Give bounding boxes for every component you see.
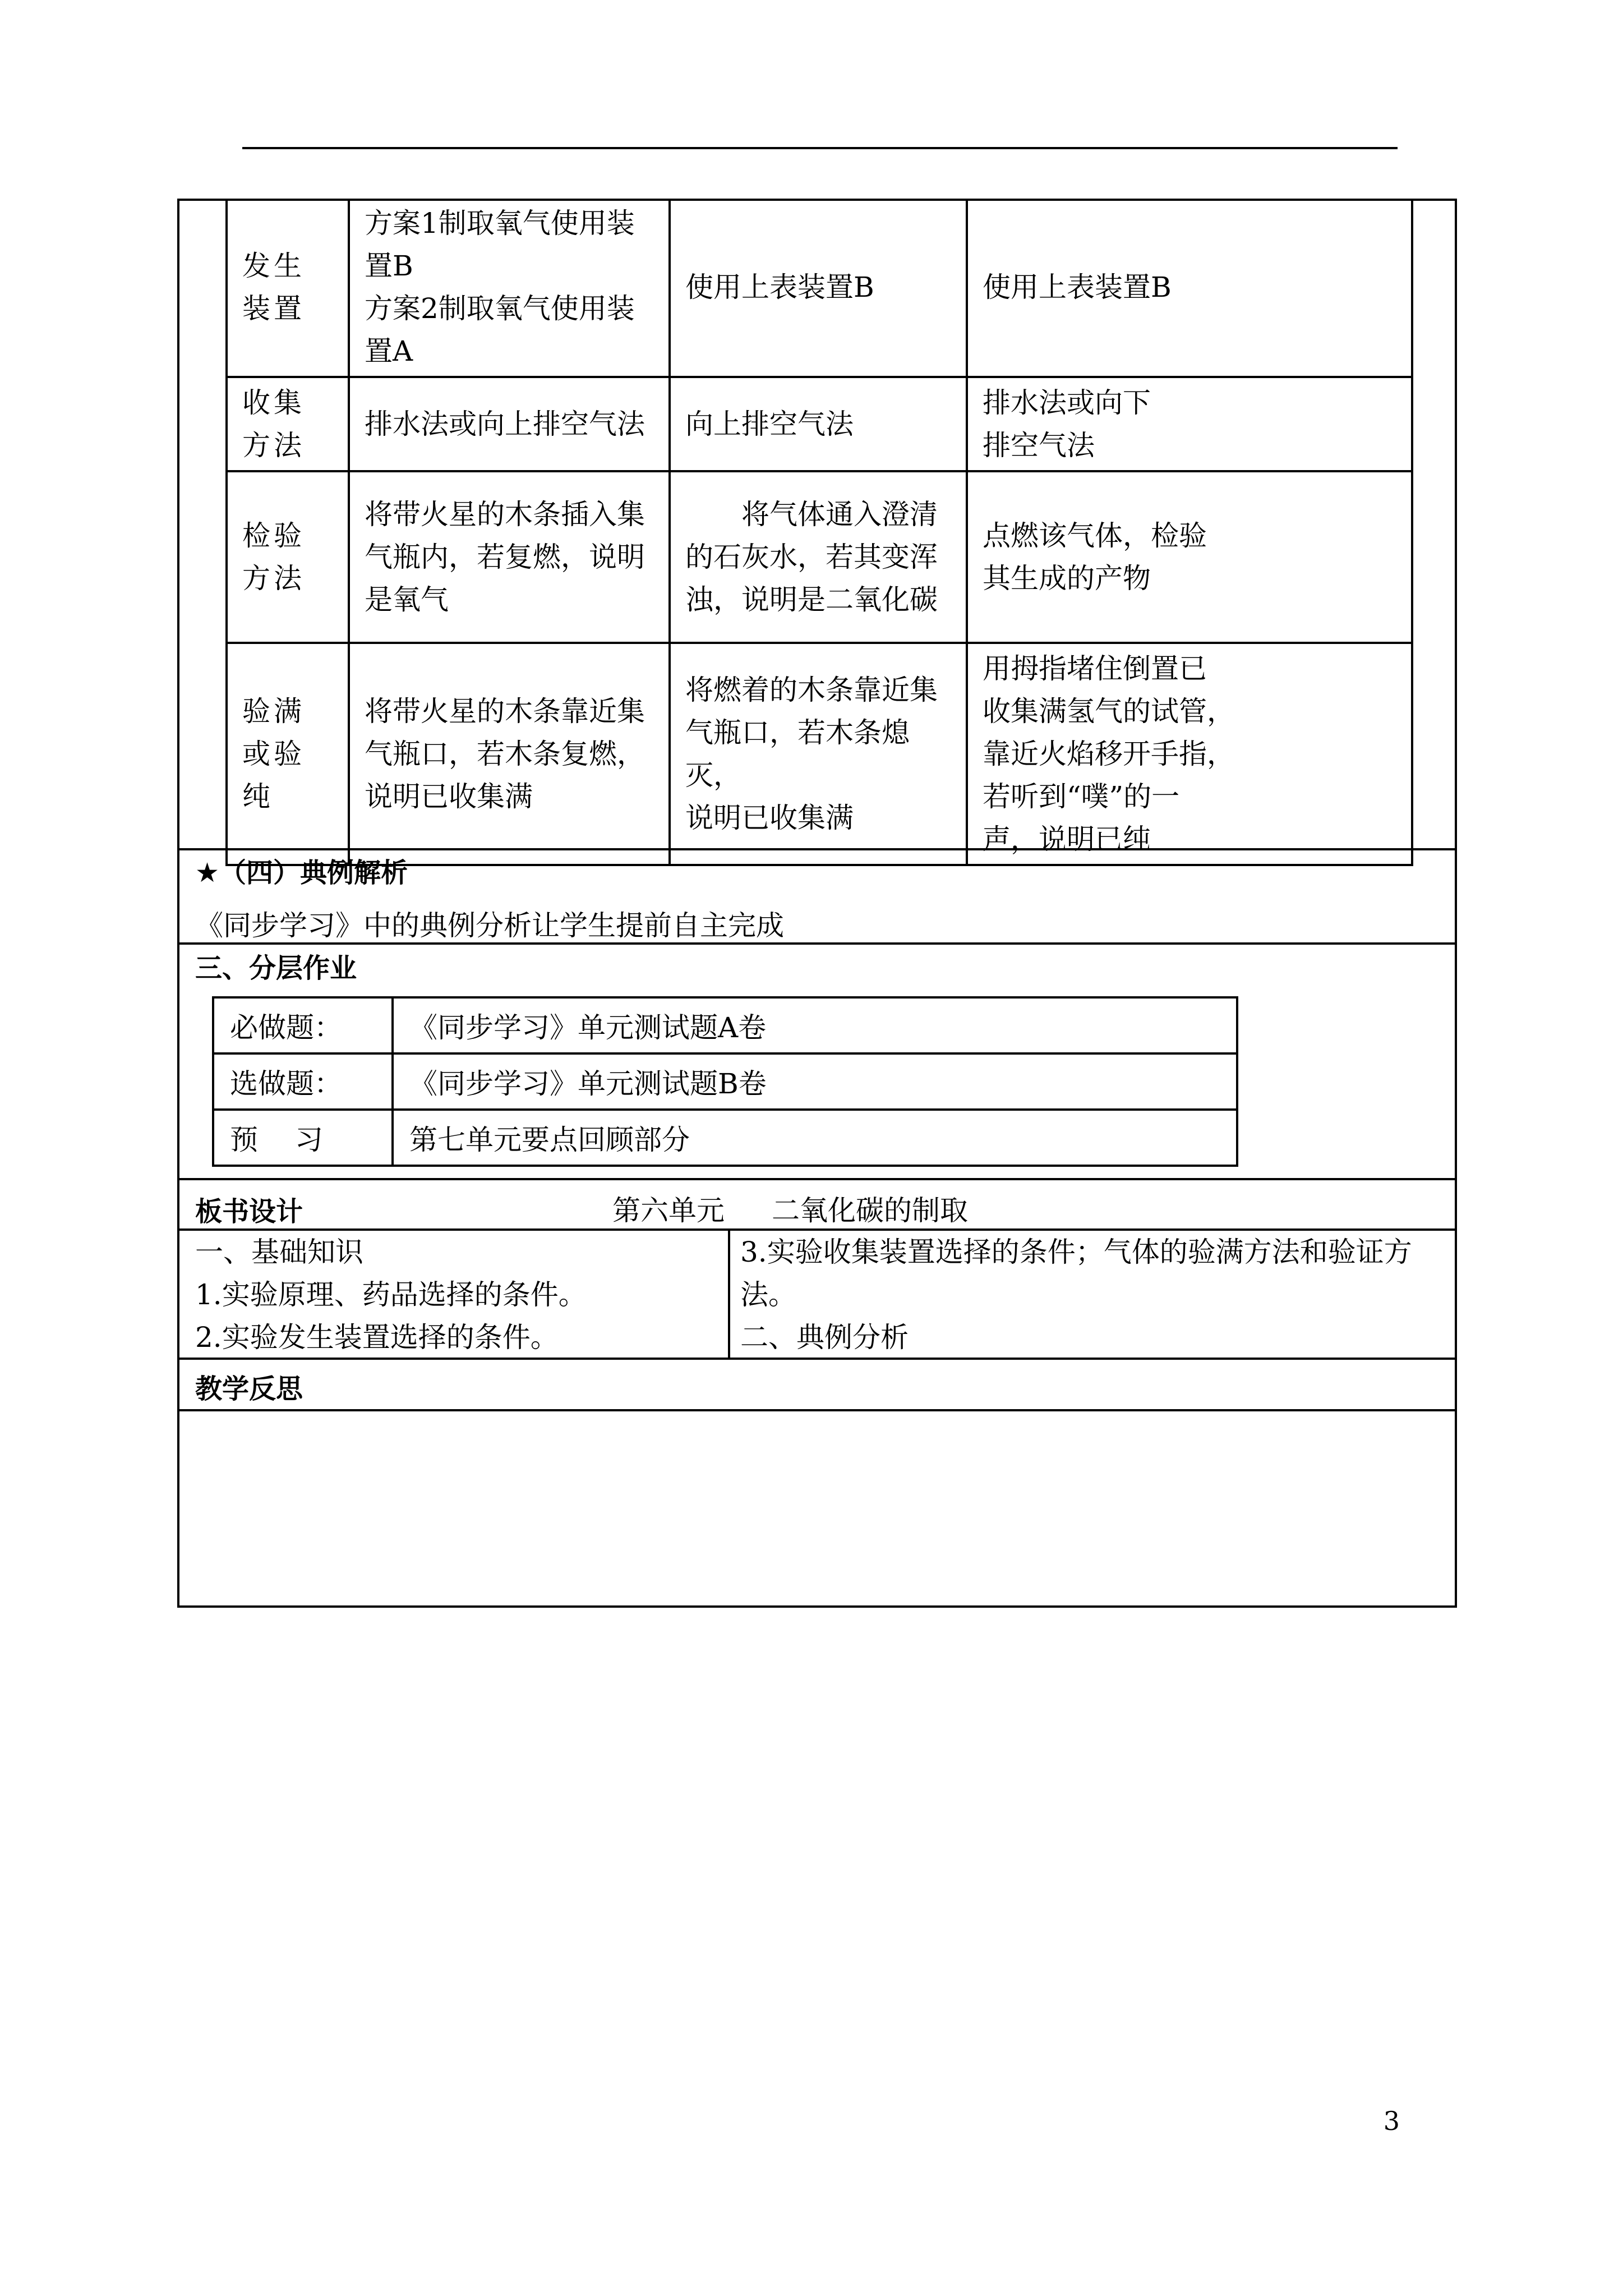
table-row xyxy=(227,199,1412,377)
column-divider xyxy=(728,1228,730,1359)
row-label: 验满或验纯 xyxy=(227,643,349,865)
homework-value: 《同步学习》单元测试题B卷 xyxy=(393,1053,1237,1110)
section4-title: ★（四）典例解析 xyxy=(195,857,408,889)
homework-table xyxy=(212,996,1238,1167)
co2-cell: 使用上表装置B xyxy=(670,199,967,377)
board-unit: 第六单元 xyxy=(612,1194,725,1227)
divider xyxy=(177,1358,1457,1360)
board-left-line: 一、基础知识 xyxy=(195,1236,363,1268)
co2-cell: 向上排空气法 xyxy=(670,377,967,471)
board-right-line: 3.实验收集装置选择的条件；气体的验满方法和验证方 xyxy=(740,1236,1412,1268)
co2-cell: 将气体通入澄清 的石灰水，若其变浑 浊，说明是二氧化碳 xyxy=(670,471,967,643)
homework-value: 《同步学习》单元测试题A卷 xyxy=(393,997,1237,1053)
table-row xyxy=(227,377,1412,471)
co2-cell: 将燃着的木条靠近集 气瓶口，若木条熄灭， 说明已收集满 xyxy=(670,643,967,865)
section4-text: 《同步学习》中的典例分析让学生提前自主完成 xyxy=(195,909,784,942)
board-right-line: 法。 xyxy=(740,1278,796,1311)
hydrogen-cell: 排水法或向下 排空气法 xyxy=(967,377,1412,471)
homework-label: 选做题： xyxy=(213,1053,393,1110)
homework-label: 预 习 xyxy=(213,1110,393,1166)
divider xyxy=(177,942,1457,945)
reflection-title: 教学反思 xyxy=(195,1373,303,1405)
oxygen-cell: 方案1制取氧气使用装 置B 方案2制取氧气使用装 置A xyxy=(349,199,670,377)
divider xyxy=(177,848,1457,850)
row-label: 检验方法 xyxy=(227,471,349,643)
row-label: 收集方法 xyxy=(227,377,349,471)
hydrogen-cell: 用拇指堵住倒置已 收集满氢气的试管， 靠近火焰移开手指， 若听到“噗”的一 声，说明已纯 xyxy=(967,643,1412,865)
table-row xyxy=(227,643,1412,865)
oxygen-cell: 将带火星的木条靠近集 气瓶口，若木条复燃， 说明已收集满 xyxy=(349,643,670,865)
table-row xyxy=(213,1053,1237,1110)
header-rule xyxy=(242,147,1398,149)
table-row xyxy=(213,1110,1237,1166)
page-number: 3 xyxy=(1383,2106,1400,2136)
divider xyxy=(177,1178,1457,1180)
homework-label: 必做题： xyxy=(213,997,393,1053)
board-title: 板书设计 xyxy=(195,1196,303,1227)
board-left-line: 2.实验发生装置选择的条件。 xyxy=(195,1321,559,1354)
table-row xyxy=(227,471,1412,643)
board-topic: 二氧化碳的制取 xyxy=(772,1194,968,1227)
board-right-line: 二、典例分析 xyxy=(740,1321,909,1354)
oxygen-cell: 将带火星的木条插入集 气瓶内，若复燃，说明 是氧气 xyxy=(349,471,670,643)
hydrogen-cell: 使用上表装置B xyxy=(967,199,1412,377)
board-left-line: 1.实验原理、药品选择的条件。 xyxy=(195,1278,587,1311)
homework-value: 第七单元要点回顾部分 xyxy=(393,1110,1237,1166)
gas-comparison-table xyxy=(225,199,1413,866)
section3-title: 三、分层作业 xyxy=(195,953,357,984)
table-row xyxy=(213,997,1237,1053)
oxygen-cell: 排水法或向上排空气法 xyxy=(349,377,670,471)
row-label: 发生装置 xyxy=(227,199,349,377)
divider xyxy=(177,1409,1457,1411)
hydrogen-cell: 点燃该气体，检验 其生成的产物 xyxy=(967,471,1412,643)
